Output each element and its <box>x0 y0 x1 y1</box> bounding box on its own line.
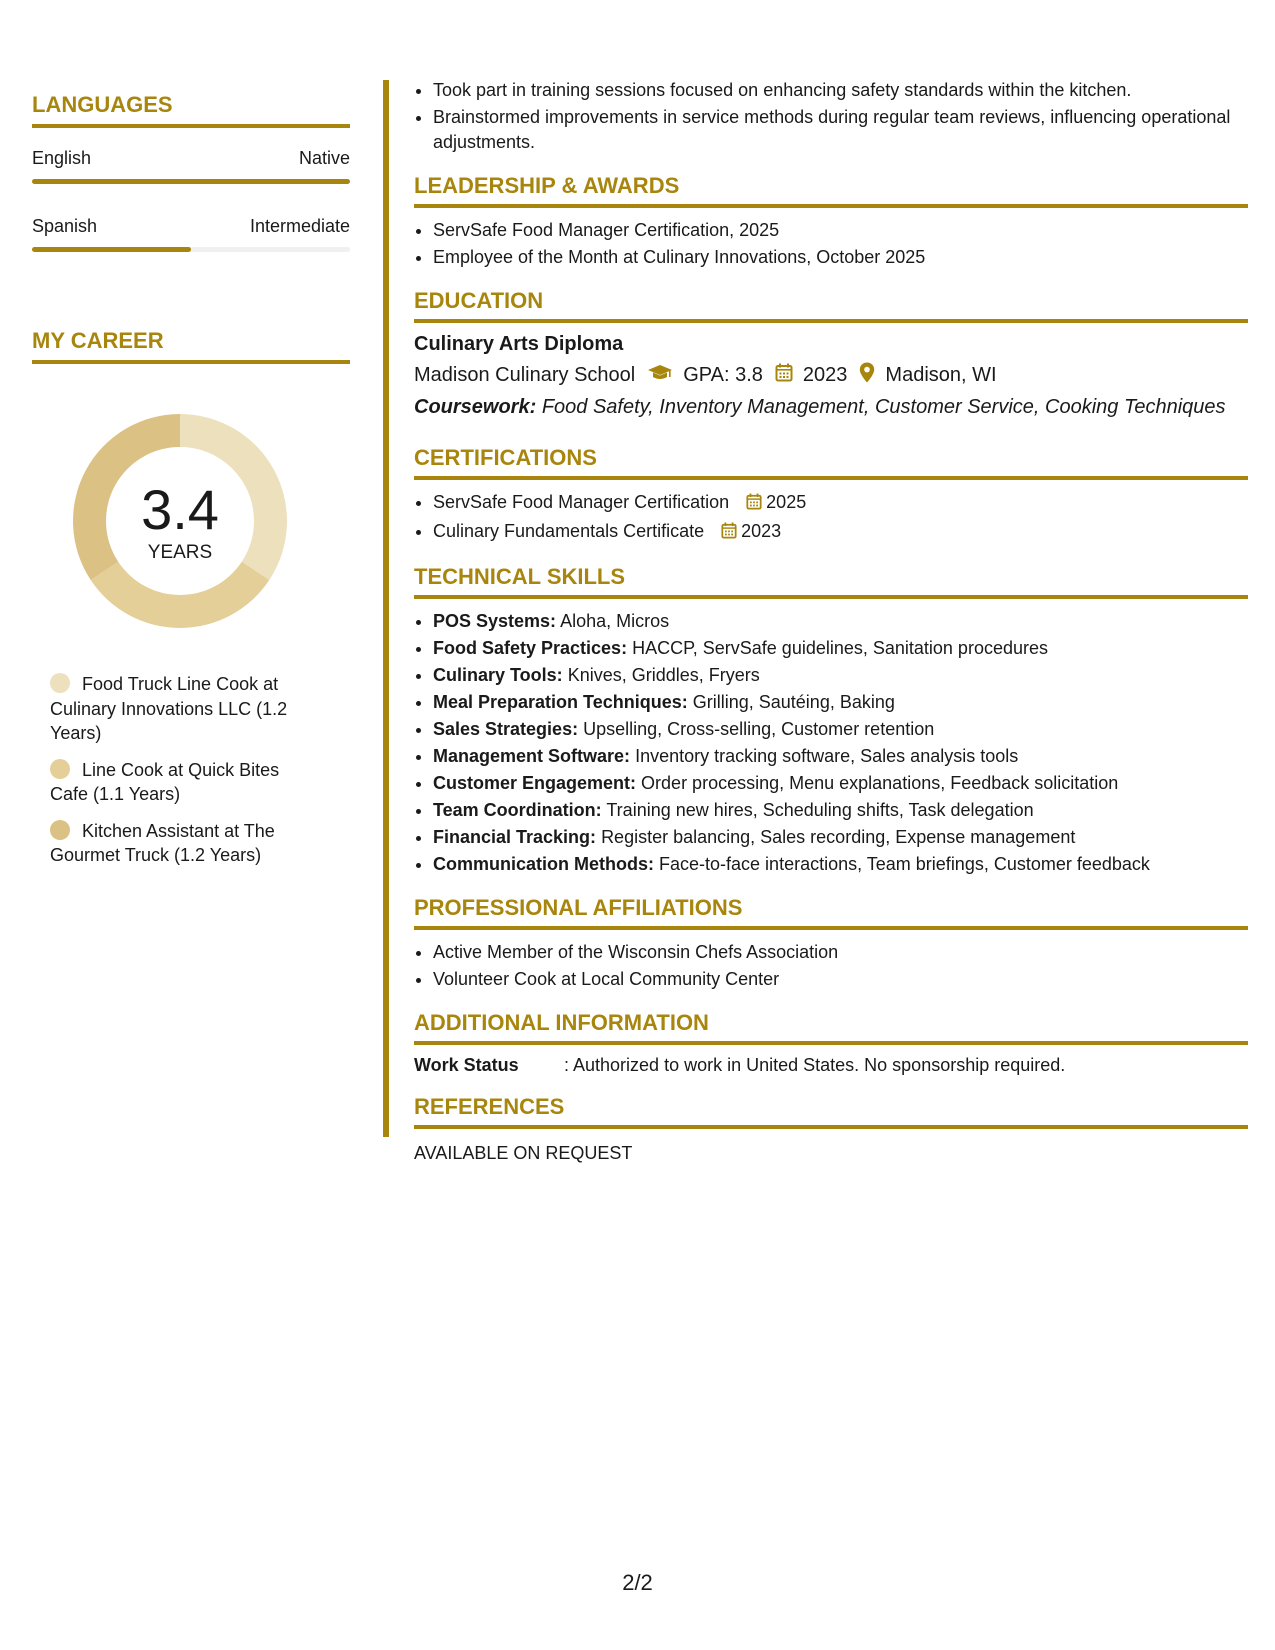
certification-year: 2023 <box>741 521 782 541</box>
skill-label: Management Software: <box>433 746 631 766</box>
skill-value: Aloha, Micros <box>560 611 670 631</box>
career-legend-item <box>50 672 320 746</box>
skill-value: Inventory tracking software, Sales analysis tools <box>635 746 1019 766</box>
career-total-years: 3.4 <box>141 478 219 541</box>
certifications-title: CERTIFICATIONS <box>414 445 1248 480</box>
skill-label: Culinary Tools: <box>433 665 563 685</box>
education-degree: Culinary Arts Diploma <box>414 333 624 355</box>
skill-item <box>433 663 1248 688</box>
legend-dot <box>50 673 70 693</box>
skills-list <box>414 609 1248 877</box>
leadership-item: • ServSafe Food Manager Certification, 2025 <box>433 218 1248 243</box>
calendar-icon <box>721 521 737 546</box>
language-level: Intermediate <box>249 216 350 236</box>
certification-name: ServSafe Food Manager Certification <box>433 492 730 512</box>
references-title: REFERENCES <box>414 1094 1248 1129</box>
column-divider <box>383 80 389 1137</box>
certification-year: 2025 <box>766 492 807 512</box>
skill-item <box>433 825 1248 850</box>
skill-value: Face-to-face interactions, Team briefings, Customer feedback <box>659 854 1150 874</box>
education-section <box>414 288 1248 419</box>
language-proficiency-bar <box>32 247 350 252</box>
career-legend-label: Kitchen Assistant at The Gourmet Truck (1.2 Years) <box>50 820 275 865</box>
affiliation-item: • Active Member of the Wisconsin Chefs Association <box>433 940 1248 965</box>
references-text: AVAILABLE ON REQUEST <box>414 1143 633 1163</box>
leadership-item: • Employee of the Month at Culinary Innovations, October 2025 <box>433 245 1248 270</box>
language-proficiency-fill <box>32 247 191 252</box>
career-legend-item <box>50 758 320 807</box>
work-status-label: Work Status <box>414 1055 519 1075</box>
skill-label: Customer Engagement: <box>433 773 637 793</box>
experience-bullet: • Brainstormed improvements in service methods during regular team reviews, influencing operational adjustments. <box>433 105 1248 155</box>
work-status-row <box>414 1055 1248 1076</box>
education-gpa: GPA: 3.8 <box>683 364 763 386</box>
skill-item <box>433 744 1248 769</box>
education-details <box>414 362 1248 389</box>
skills-section <box>414 564 1248 877</box>
certification-name: Culinary Fundamentals Certificate <box>433 521 705 541</box>
education-title: EDUCATION <box>414 288 1248 323</box>
graduation-cap-icon <box>647 364 673 388</box>
language-level: Native <box>298 148 350 168</box>
career-legend-item <box>50 819 320 868</box>
experience-bullet: • Took part in training sessions focused on enhancing safety standards within the kitchen. <box>433 78 1248 103</box>
affiliation-item: • Volunteer Cook at Local Community Center <box>433 967 1248 992</box>
language-proficiency-bar <box>32 179 350 184</box>
education-coursework <box>414 396 1248 419</box>
skill-value: Training new hires, Scheduling shifts, Task delegation <box>606 800 1034 820</box>
language-name: English <box>32 148 92 168</box>
experience-bullets <box>414 78 1248 155</box>
career-legend-label: Food Truck Line Cook at Culinary Innovations LLC (1.2 Years) <box>50 674 288 743</box>
coursework-text: Food Safety, Inventory Management, Customer Service, Cooking Techniques <box>541 396 1226 418</box>
main-column <box>414 78 1248 1164</box>
skill-label: Sales Strategies: <box>433 719 579 739</box>
affiliations-section <box>414 895 1248 992</box>
skill-value: Order processing, Menu explanations, Feedback solicitation <box>641 773 1119 793</box>
skill-label: Financial Tracking: <box>433 827 597 847</box>
career-donut-chart <box>65 406 295 636</box>
donut-center <box>65 406 295 636</box>
languages-title: LANGUAGES <box>32 92 350 128</box>
career-legend-label: Line Cook at Quick Bites Cafe (1.1 Years) <box>50 759 280 804</box>
skill-label: Communication Methods: <box>433 854 654 874</box>
skill-item <box>433 717 1248 742</box>
skill-value: Knives, Griddles, Fryers <box>567 665 760 685</box>
language-proficiency-fill <box>32 179 350 184</box>
career-total-unit: YEARS <box>147 542 213 563</box>
language-name: Spanish <box>32 216 98 236</box>
education-location: Madison, WI <box>885 364 997 386</box>
skill-label: Team Coordination: <box>433 800 602 820</box>
sidebar <box>32 92 350 880</box>
legend-dot <box>50 759 70 779</box>
skill-label: POS Systems: <box>433 611 557 631</box>
skill-item <box>433 852 1248 877</box>
skill-item <box>433 636 1248 661</box>
affiliations-title: PROFESSIONAL AFFILIATIONS <box>414 895 1248 930</box>
coursework-label: Coursework: <box>414 396 537 418</box>
education-year: 2023 <box>802 364 848 386</box>
skill-value: Grilling, Sautéing, Baking <box>692 692 895 712</box>
skill-value: Upselling, Cross-selling, Customer retention <box>583 719 935 739</box>
certifications-section <box>414 445 1248 546</box>
certification-item <box>433 519 1248 546</box>
skills-title: TECHNICAL SKILLS <box>414 564 1248 599</box>
work-status-value: : Authorized to work in United States. No sponsorship required. <box>564 1055 1066 1075</box>
additional-section <box>414 1010 1248 1076</box>
calendar-icon <box>775 363 793 388</box>
location-pin-icon <box>859 362 875 389</box>
legend-dot <box>50 820 70 840</box>
page-number: 2/2 <box>622 1570 653 1595</box>
language-item <box>32 148 350 184</box>
skill-item <box>433 609 1248 634</box>
references-section <box>414 1094 1248 1164</box>
skill-item <box>433 798 1248 823</box>
education-school: Madison Culinary School <box>414 364 636 386</box>
skill-label: Food Safety Practices: <box>433 638 628 658</box>
language-item <box>32 216 350 252</box>
career-legend <box>50 672 320 868</box>
additional-title: ADDITIONAL INFORMATION <box>414 1010 1248 1045</box>
certification-item <box>433 490 1248 517</box>
skill-label: Meal Preparation Techniques: <box>433 692 688 712</box>
leadership-title: LEADERSHIP & AWARDS <box>414 173 1248 208</box>
career-title: MY CAREER <box>32 328 350 364</box>
skill-item <box>433 690 1248 715</box>
skill-value: Register balancing, Sales recording, Expense management <box>601 827 1076 847</box>
skill-item <box>433 771 1248 796</box>
skill-value: HACCP, ServSafe guidelines, Sanitation procedures <box>632 638 1048 658</box>
leadership-section <box>414 173 1248 270</box>
calendar-icon <box>746 492 762 517</box>
